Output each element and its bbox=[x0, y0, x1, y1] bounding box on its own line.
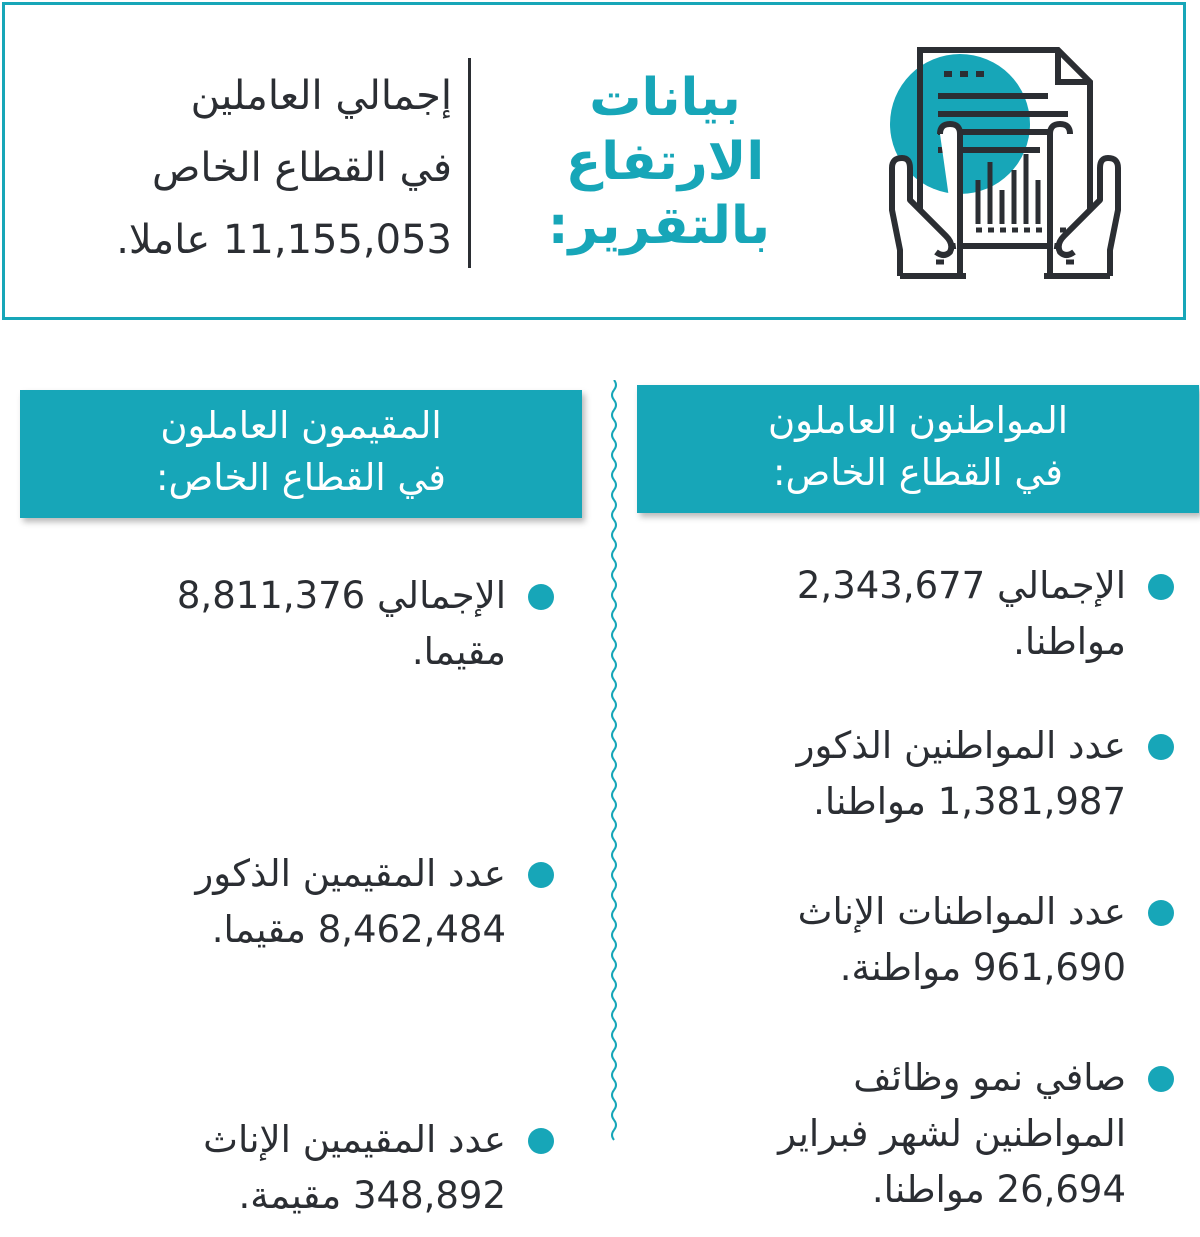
citizens-banner-line: في القطاع الخاص: bbox=[773, 451, 1063, 494]
header-title-line: بيانات bbox=[589, 68, 741, 128]
citizens-male-item bbox=[700, 718, 1188, 830]
header-title bbox=[547, 66, 770, 258]
residents-banner-line: في القطاع الخاص: bbox=[156, 456, 446, 499]
header-total-line: 11,155,053 عاملا. bbox=[116, 217, 452, 263]
item-line: عدد المواطنين الذكور bbox=[796, 724, 1126, 767]
bullet-dot-icon bbox=[1148, 574, 1174, 600]
residents-total-item bbox=[90, 568, 568, 680]
header-total-line: إجمالي العاملين bbox=[190, 73, 452, 119]
citizens-banner bbox=[637, 385, 1199, 513]
item-line: عدد المواطنات الإناث bbox=[797, 890, 1126, 933]
header-divider bbox=[468, 58, 471, 268]
header-title-line: بالتقرير: bbox=[547, 196, 770, 256]
residents-male-item bbox=[90, 846, 568, 958]
header-total-workers bbox=[60, 60, 452, 276]
item-line: 961,690 مواطنة. bbox=[839, 946, 1126, 989]
item-line: 1,381,987 مواطنا. bbox=[813, 780, 1126, 823]
item-line: عدد المقيمين الإناث bbox=[203, 1118, 506, 1161]
bullet-dot-icon bbox=[1148, 1066, 1174, 1092]
bullet-dot-icon bbox=[528, 584, 554, 610]
item-line: 26,694 مواطنا. bbox=[871, 1168, 1126, 1211]
report-document-with-hands-icon bbox=[880, 30, 1140, 292]
item-line: 8,462,484 مقيما. bbox=[211, 908, 506, 951]
bullet-dot-icon bbox=[1148, 734, 1174, 760]
item-line: 348,892 مقيمة. bbox=[238, 1174, 506, 1217]
item-line: الإجمالي 2,343,677 bbox=[796, 564, 1126, 607]
citizens-total-item bbox=[700, 558, 1188, 670]
header-title-line: الارتفاع bbox=[565, 132, 765, 192]
residents-female-item bbox=[90, 1112, 568, 1224]
header-total-line: في القطاع الخاص bbox=[152, 145, 452, 191]
item-line: صافي نمو وظائف bbox=[853, 1056, 1126, 1099]
citizens-growth-item bbox=[700, 1050, 1188, 1218]
item-line: الإجمالي 8,811,376 bbox=[176, 574, 506, 617]
residents-banner bbox=[20, 390, 582, 518]
citizens-female-item bbox=[700, 884, 1188, 996]
bullet-dot-icon bbox=[528, 862, 554, 888]
bullet-dot-icon bbox=[528, 1128, 554, 1154]
column-divider bbox=[606, 380, 622, 1230]
citizens-banner-line: المواطنون العاملون bbox=[767, 399, 1069, 442]
residents-banner-line: المقيمون العاملون bbox=[160, 404, 442, 447]
item-line: عدد المقيمين الذكور bbox=[195, 852, 506, 895]
bullet-dot-icon bbox=[1148, 900, 1174, 926]
item-line: مقيما. bbox=[411, 630, 506, 673]
item-line: المواطنين لشهر فبراير bbox=[778, 1112, 1126, 1155]
item-line: مواطنا. bbox=[1013, 620, 1126, 663]
